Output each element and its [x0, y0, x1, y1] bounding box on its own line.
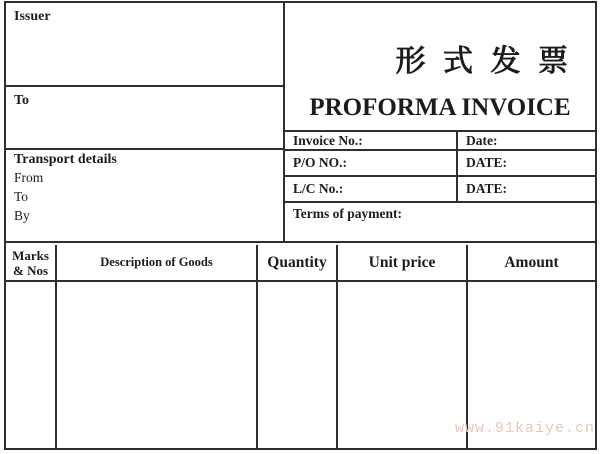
top-section: [6, 3, 595, 243]
proforma-invoice-document: [4, 1, 597, 450]
consignee-label: To: [14, 93, 30, 108]
right-column: [285, 3, 595, 241]
body-cell-marks-nos: [6, 282, 57, 448]
goods-table: [6, 245, 595, 448]
invoice-no-row: [285, 132, 595, 151]
transport-to-label: To: [14, 189, 29, 204]
column-header-amount: Amount: [504, 253, 559, 271]
document-title-english: PROFORMA INVOICE: [309, 94, 571, 121]
transport-details-title: Transport details: [14, 152, 117, 167]
terms-of-payment-label: Terms of payment:: [293, 206, 402, 221]
body-cell-unit-price: [338, 282, 468, 448]
po-no-row: [285, 151, 595, 177]
issuer-label: Issuer: [14, 9, 51, 24]
invoice-date-label: Date:: [466, 132, 498, 148]
po-no-label: P/O NO.:: [285, 151, 458, 175]
issuer-box: [6, 3, 283, 87]
invoice-no-label: Invoice No.:: [285, 132, 458, 149]
po-date-label: DATE:: [466, 155, 508, 170]
body-cell-quantity: [258, 282, 338, 448]
title-area: [285, 3, 595, 132]
watermark-text: www.91kaiye.cn: [454, 420, 595, 437]
column-header-unit-price: Unit price: [338, 245, 468, 280]
lc-date-label: DATE:: [466, 181, 508, 196]
document-title-chinese: 形 式 发 票: [395, 45, 573, 78]
column-header-quantity: Quantity: [258, 245, 338, 280]
transport-from-label: From: [14, 170, 44, 185]
lc-no-row: [285, 177, 595, 203]
goods-table-header-row: [6, 245, 595, 282]
column-header-marks-nos: Marks & Nos: [6, 245, 57, 280]
left-column: [6, 3, 285, 241]
column-header-description: Description of Goods: [57, 245, 258, 280]
lc-no-label: L/C No.:: [285, 177, 458, 201]
consignee-box: [6, 87, 283, 150]
transport-details-box: [6, 150, 283, 241]
body-cell-description: [57, 282, 258, 448]
transport-by-label: By: [14, 208, 30, 223]
